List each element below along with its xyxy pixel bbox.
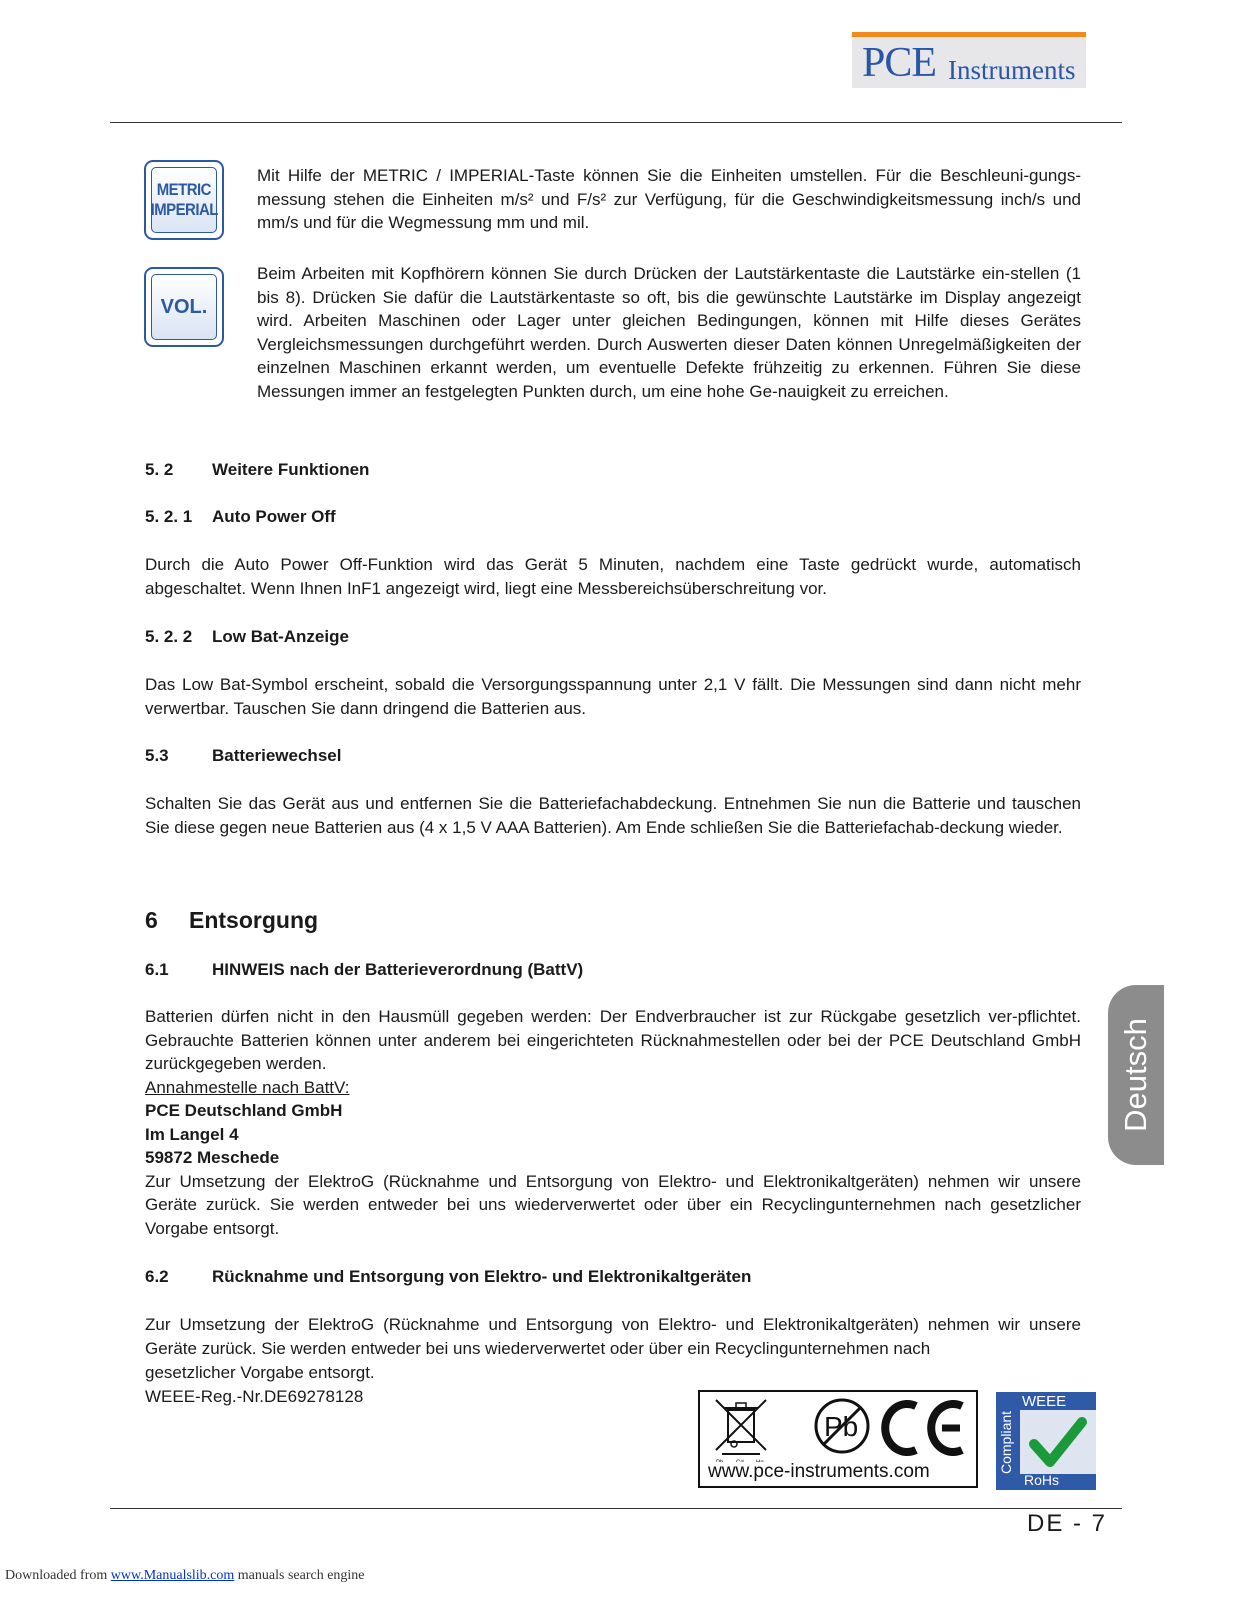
section-number: 6.1 (145, 960, 169, 979)
language-side-tab (1108, 985, 1164, 1165)
company-name: PCE Deutschland GmbH (145, 1101, 343, 1120)
website-url: www.pce-instruments.com (708, 1461, 930, 1482)
compliance-symbols (700, 1392, 976, 1462)
section-title: Low Bat-Anzeige (212, 627, 349, 646)
metric-key-label: METRIC (156, 180, 212, 199)
weee-registration-number: WEEE-Reg.-Nr.DE69278128 (145, 1387, 364, 1406)
compliance-symbols-box (698, 1390, 978, 1488)
logo-instruments-text: Instruments (948, 55, 1076, 85)
section-6-2-heading (145, 1266, 751, 1288)
section-number: 5. 2 (145, 460, 174, 479)
imperial-key-label: IMPERIAL (150, 200, 218, 219)
rohs-label: RoHs (1024, 1472, 1060, 1488)
elektrog-return-paragraph (145, 1313, 1081, 1360)
text-line: Zur Umsetzung der ElektroG (Rücknahme und Entsorgung von Elektro- und Elektronikaltgeräten) nehmen wir (145, 1315, 1021, 1334)
volume-key-icon (144, 267, 224, 347)
metric-imperial-paragraph: Mit Hilfe der METRIC / IMPERIAL-Taste können Sie die Einheiten umstellen. Für die Beschleuni-gungs-messung stehen die Einheiten m/s² und F/s² zur Verfügung, für die Geschwindigkeitsmessung inch/s und mm/s und für die Wegmessung mm und mil. (257, 166, 1081, 232)
volume-key-label: VOL. (160, 296, 208, 318)
compliant-label: Compliant (998, 1410, 1014, 1474)
pce-instruments-logo (852, 32, 1086, 88)
section-number: 5. 2. 2 (145, 627, 193, 646)
section-5-2-2-heading (145, 626, 349, 648)
battv-paragraph: Batterien dürfen nicht in den Hausmüll gegeben werden: Der Endverbraucher ist zur Rückgabe gesetzlich ver-pflichtet. Gebrauchte Batterien können unter anderem bei eingerichteten Rücknahmestellen oder bei der PCE Deutschland GmbH zurückgegeben werden. (145, 1007, 1081, 1073)
section-number: 5.3 (145, 746, 169, 765)
text-line: unsere Geräte zurück. Sie werden entweder bei uns wiederverwertet oder über ein Recyclingunternehmen nach (145, 1315, 1081, 1358)
section-title: Weitere Funktionen (212, 460, 370, 479)
section-title: Rücknahme und Entsorgung von Elektro- und Elektronikaltgeräten (212, 1267, 752, 1286)
text-line: gesetzlicher Vorgabe entsorgt. (145, 1363, 375, 1382)
language-tab-label: Deutsch (1118, 1018, 1153, 1132)
footer-divider (110, 1508, 1122, 1509)
company-city: 59872 Meschede (145, 1148, 280, 1167)
crossed-bin-icon (716, 1400, 766, 1462)
section-number: 6 (145, 907, 158, 933)
weee-label: WEEE (1022, 1393, 1067, 1410)
section-6-1-heading (145, 959, 583, 981)
section-5-3-heading (145, 745, 341, 767)
annahmestelle-label: Annahmestelle nach BattV: (145, 1077, 350, 1097)
section-5-2-heading (145, 459, 369, 481)
volume-paragraph: Beim Arbeiten mit Kopfhörern können Sie durch Drücken der Lautstärkentaste die Lautstärke ein-stellen (1 bis 8). Drücken Sie dafür die Lautstärkentaste so oft, bis die gewünschte Lautstärke im Display angezeigt wird. Arbeiten Maschinen oder Lager unter gleichen Bedingungen, können mit Hilfe dieses Gerätes Vergleichsmessungen durchgeführt werden. Durch Auswerten dieser Daten können Unregelmäßigkeiten der einzelnen Maschinen erkannt werden, um eventuelle Defekte frühzeitig zu erkennen. Führen Sie diese Messungen immer an festgelegten Punkten durch, um eine hohe Ge-nauigkeit zu erreichen. (257, 264, 1081, 401)
weee-rohs-badge (996, 1392, 1096, 1490)
section-title: Auto Power Off (212, 507, 336, 526)
battv-block (145, 1005, 1081, 1240)
footer-prefix: Downloaded from (5, 1568, 111, 1583)
download-footer (5, 1568, 365, 1584)
section-6-heading (145, 906, 318, 934)
no-lead-icon (816, 1400, 868, 1452)
pb-symbol-text: Pb (824, 1411, 859, 1442)
logo-pce-text: PCE (862, 40, 937, 86)
section-title: Entsorgung (189, 907, 319, 933)
metric-imperial-key-icon (144, 160, 224, 240)
ce-mark-icon (885, 1404, 962, 1452)
section-number: 5. 2. 1 (145, 507, 193, 526)
page-number: DE - 7 (1026, 1510, 1107, 1537)
auto-power-off-paragraph: Durch die Auto Power Off-Funktion wird das Gerät 5 Minuten, nachdem eine Taste gedrückt wurde, automatisch abgeschaltet. Wenn Ihnen InF1 angezeigt wird, liegt eine Messbereichsüberschreitung vor. (145, 555, 1081, 598)
header-divider (110, 122, 1122, 123)
section-title: Batteriewechsel (212, 746, 342, 765)
section-title: HINWEIS nach der Batterieverordnung (BattV) (212, 960, 584, 979)
disposal-tail (145, 1361, 375, 1409)
low-bat-paragraph: Das Low Bat-Symbol erscheint, sobald die Versorgungsspannung unter 2,1 V fällt. Die Messungen sind dann nicht mehr verwertbar. Tauschen Sie dann dringend die Batterien aus. (145, 675, 1081, 718)
company-street: Im Langel 4 (145, 1124, 239, 1144)
elektrog-paragraph: Zur Umsetzung der ElektroG (Rücknahme und Entsorgung von Elektro- und Elektronikaltgeräten) nehmen wir unsere Geräte zurück. Sie werden entweder bei uns wiederverwertet oder über ein Recyclingunternehmen nach gesetzlicher Vorgabe entsorgt. (145, 1171, 1081, 1238)
section-number: 6.2 (145, 1267, 169, 1286)
footer-suffix: manuals search engine (234, 1568, 365, 1583)
manualslib-link[interactable]: www.Manualslib.com (110, 1568, 235, 1583)
section-5-2-1-heading (145, 506, 336, 528)
battery-change-paragraph: Schalten Sie das Gerät aus und entfernen Sie die Batteriefachabdeckung. Entnehmen Sie nun die Batterie und tauschen Sie diese gegen neue Batterien aus (4 x 1,5 V AAA Batterien). Am Ende schließen Sie die Batteriefachab-deckung wieder. (145, 794, 1081, 837)
